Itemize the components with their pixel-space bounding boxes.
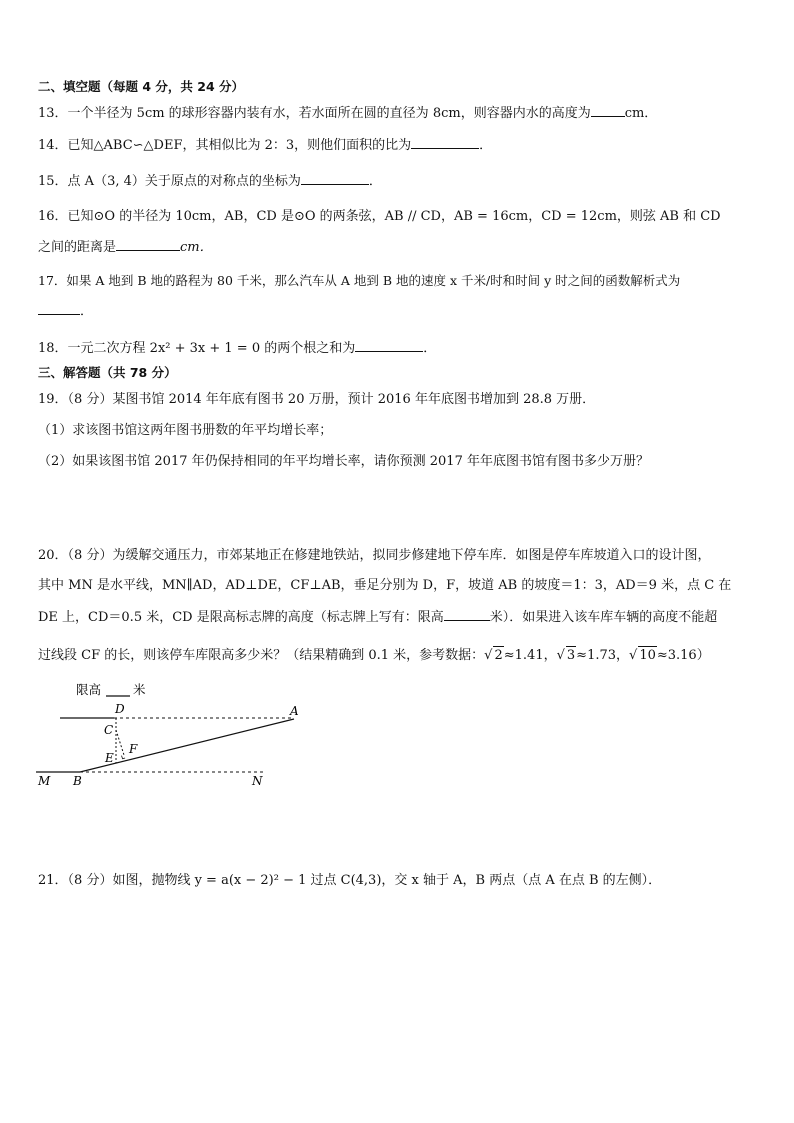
sqrt-symbol: √ bbox=[484, 648, 493, 663]
point-label-M: M bbox=[38, 774, 51, 788]
question-20-line-1: 20．（8 分）为缓解交通压力，市郊某地正在修建地铁站，拟同步修建地下停车库．如图是停车库坡道入口的设计图， bbox=[38, 548, 711, 563]
point-label-D: D bbox=[115, 702, 125, 716]
question-13-tail: cm． bbox=[624, 106, 658, 121]
point-label-F: F bbox=[129, 742, 138, 756]
ref-value: ≈1.73， bbox=[576, 648, 630, 663]
question-16-line-2 bbox=[38, 238, 213, 257]
sqrt-radicand: 2 bbox=[494, 648, 503, 663]
question-20-text-tail: 米）．如果进入该车库车辆的高度不能超 bbox=[489, 610, 718, 625]
question-19-part-2: （2）如果该图书馆 2017 年仍保持相同的年平均增长率，请你预测 2017 年年底图书馆有图书多少万册？ bbox=[38, 454, 649, 469]
question-16-text: 之间的距离是 bbox=[38, 240, 117, 255]
question-19-stem: 19．（8 分）某图书馆 2014 年年底有图书 20 万册，预计 2016 年年底图书增加到 28.8 万册． bbox=[38, 392, 596, 407]
point-label-E: E bbox=[105, 751, 114, 765]
point-label-A: A bbox=[290, 704, 299, 718]
question-18-tail: ． bbox=[423, 341, 437, 356]
question-17-tail: ． bbox=[80, 304, 94, 319]
line-CF bbox=[116, 730, 124, 755]
section-title-answer: 三、解答题（共 78 分） bbox=[38, 365, 177, 380]
sqrt-symbol: √ bbox=[556, 648, 565, 663]
answer-blank[interactable] bbox=[38, 302, 80, 315]
question-17-line-2 bbox=[38, 302, 93, 321]
question-18 bbox=[38, 339, 436, 358]
answer-blank[interactable] bbox=[301, 172, 369, 185]
question-20-line-4 bbox=[38, 646, 710, 665]
question-21: 21．（8 分）如图，抛物线 y = a(x − 2)² − 1 过点 C(4,3)，交 x 轴于 A，B 两点（点 A 在点 B 的左侧）． bbox=[38, 873, 662, 888]
parking-ramp-diagram bbox=[30, 678, 320, 798]
answer-blank[interactable] bbox=[444, 608, 490, 621]
sign-label-prefix: 限高 bbox=[76, 682, 102, 697]
question-14-tail: ． bbox=[479, 138, 493, 153]
question-13-text: 13．一个半径为 5cm 的球形容器内装有水，若水面所在圆的直径为 8cm，则容器内水的高度为 bbox=[38, 106, 591, 121]
question-20-line-3 bbox=[38, 608, 717, 627]
question-14-text: 14．已知△ABC∽△DEF，其相似比为 2：3，则他们面积的比为 bbox=[38, 138, 412, 153]
diagram-svg bbox=[30, 678, 320, 798]
sqrt-radicand: 10 bbox=[639, 648, 656, 663]
sqrt-symbol: √ bbox=[629, 648, 638, 663]
question-16-tail: cm． bbox=[180, 240, 213, 255]
question-15-tail: ． bbox=[368, 174, 382, 189]
answer-blank[interactable] bbox=[591, 104, 625, 117]
ref-value: ≈3.16） bbox=[656, 648, 710, 663]
question-20-text: 过线段 CF 的长，则该停车库限高多少米？（结果精确到 0.1 米，参考数据： bbox=[38, 648, 485, 663]
sqrt-radicand: 3 bbox=[566, 648, 576, 663]
question-16-line-1: 16．已知⊙O 的半径为 10cm，AB，CD 是⊙O 的两条弦，AB // CD，AB = 16cm，CD = 12cm，则弦 AB 和 CD bbox=[38, 209, 721, 224]
question-14 bbox=[38, 136, 492, 155]
question-20-line-2: 其中 MN 是水平线，MN∥AD，AD⊥DE，CF⊥AB，垂足分别为 D，F，坡道 AB 的坡度＝1：3，AD＝9 米，点 C 在 bbox=[38, 578, 732, 593]
point-label-N: N bbox=[252, 774, 263, 788]
point-label-B: B bbox=[73, 774, 82, 788]
question-15-text: 15．点 A（3, 4）关于原点的对称点的坐标为 bbox=[38, 174, 301, 189]
question-17-line-1: 17．如果 A 地到 B 地的路程为 80 千米，那么汽车从 A 地到 B 地的速度 x 千米/时和时间 y 时之间的函数解析式为 bbox=[38, 273, 681, 288]
point-label-C: C bbox=[104, 723, 114, 737]
answer-blank[interactable] bbox=[355, 339, 423, 352]
right-angle-mark bbox=[122, 756, 126, 759]
question-19-part-1: （1）求该图书馆这两年图书册数的年平均增长率； bbox=[38, 423, 333, 438]
question-15 bbox=[38, 172, 382, 191]
section-title-fill-in: 二、填空题（每题 4 分，共 24 分） bbox=[38, 79, 245, 94]
question-18-text: 18．一元二次方程 2x² + 3x + 1 = 0 的两个根之和为 bbox=[38, 341, 356, 356]
answer-blank[interactable] bbox=[116, 238, 180, 251]
question-20-text: DE 上，CD＝0.5 米，CD 是限高标志牌的高度（标志牌上写有：限高 bbox=[38, 610, 444, 625]
answer-blank[interactable] bbox=[411, 136, 479, 149]
question-13 bbox=[38, 104, 657, 123]
ref-value: ≈1.41， bbox=[503, 648, 557, 663]
sign-label-suffix: 米 bbox=[133, 682, 146, 697]
